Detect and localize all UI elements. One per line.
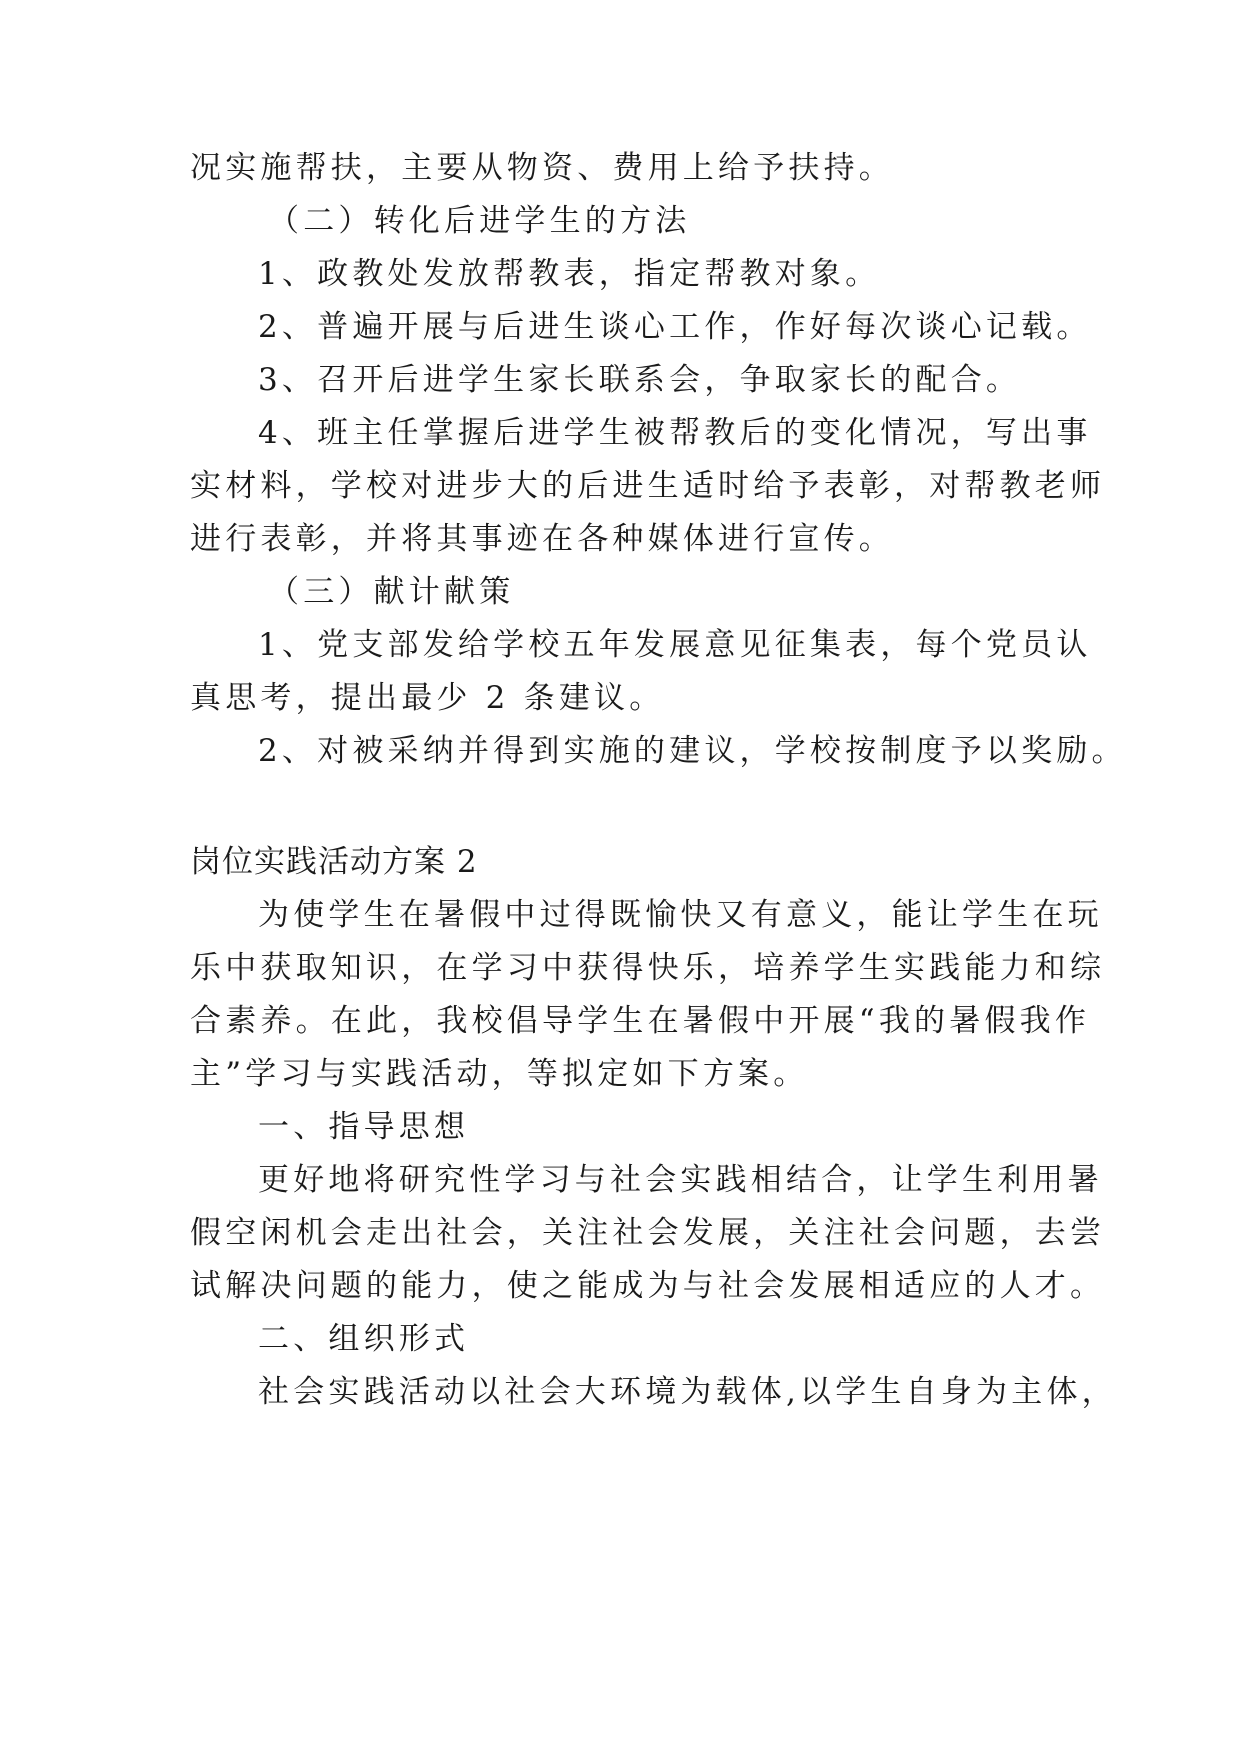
paragraph-line: 真思考，提出最少 2 条建议。 <box>190 680 665 716</box>
list-item: 4、班主任掌握后进学生被帮教后的变化情况，写出事 <box>258 415 1092 451</box>
section-heading: （三）献计献策 <box>268 574 515 610</box>
paragraph-line: 主”学习与实践活动，等拟定如下方案。 <box>190 1056 809 1092</box>
paragraph-line: 假空闲机会走出社会，关注社会发展，关注社会问题，去尝 <box>190 1215 1106 1251</box>
section-heading: 二、组织形式 <box>258 1321 470 1357</box>
paragraph-line: 况实施帮扶，主要从物资、费用上给予扶持。 <box>190 150 894 186</box>
paragraph-line: 更好地将研究性学习与社会实践相结合，让学生利用暑 <box>258 1162 1103 1198</box>
list-item: 1、党支部发给学校五年发展意见征集表，每个党员认 <box>258 627 1092 663</box>
paragraph-line: 为使学生在暑假中过得既愉快又有意义，能让学生在玩 <box>258 897 1103 933</box>
paragraph-line: 实材料，学校对进步大的后进生适时给予表彰，对帮教老师 <box>190 468 1106 504</box>
list-item: 2、对被采纳并得到实施的建议，学校按制度予以奖励。 <box>258 733 1127 769</box>
paragraph-line: 社会实践活动以社会大环境为载体,以学生自身为主体， <box>258 1374 1117 1410</box>
paragraph-line: 乐中获取知识，在学习中获得快乐，培养学生实践能力和综 <box>190 950 1106 986</box>
document-title: 岗位实践活动方案 2 <box>190 844 478 880</box>
list-item: 3、召开后进学生家长联系会，争取家长的配合。 <box>258 362 1022 398</box>
paragraph-line: 合素养。在此，我校倡导学生在暑假中开展“我的暑假我作 <box>190 1003 1091 1039</box>
list-item: 2、普遍开展与后进生谈心工作，作好每次谈心记载。 <box>258 309 1092 345</box>
paragraph-line: 试解决问题的能力，使之能成为与社会发展相适应的人才。 <box>190 1268 1106 1304</box>
section-heading: （二）转化后进学生的方法 <box>268 203 691 239</box>
paragraph-line: 进行表彰，并将其事迹在各种媒体进行宣传。 <box>190 521 894 557</box>
section-heading: 一、指导思想 <box>258 1109 470 1145</box>
list-item: 1、政教处发放帮教表，指定帮教对象。 <box>258 256 881 292</box>
